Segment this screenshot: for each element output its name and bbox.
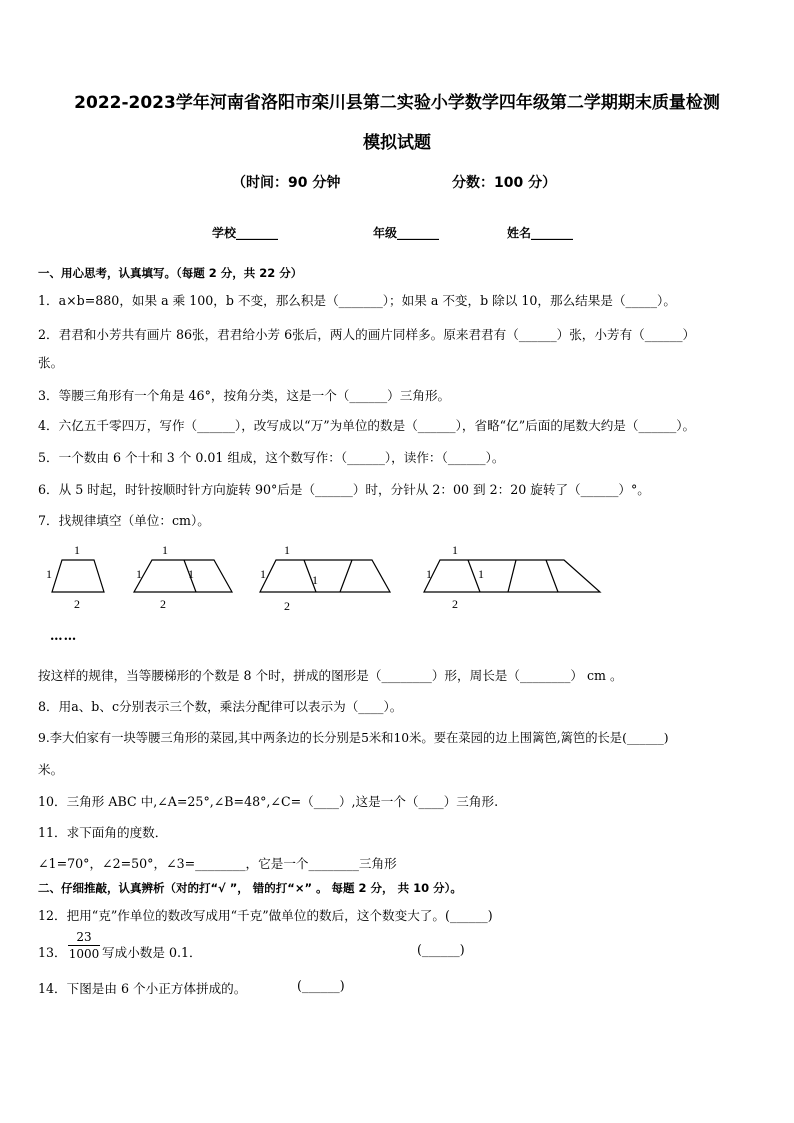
trapezoid-shape — [52, 560, 104, 592]
label-top: 1 — [452, 543, 458, 557]
label-bottom: 2 — [74, 597, 80, 611]
page-title-line2: 模拟试题 — [363, 133, 431, 153]
label-top: 1 — [74, 543, 80, 557]
question-6: 6．从 5 时起，时针按顺时针方向旋转 90°后是（______）时，分针从 2：00 到 2：20 旋转了（______）°。 — [38, 482, 650, 497]
question-13-number: 13． — [38, 945, 67, 960]
label-top: 1 — [162, 543, 168, 557]
question-7: 7．找规律填空（单位：cm）。 — [38, 513, 210, 528]
question-8: 8．用a、b、c分别表示三个数，乘法分配律可以表示为（____）。 — [38, 699, 403, 714]
question-5: 5．一个数由 6 个十和 3 个 0.01 组成，这个数写作：（______），读作：（______）。 — [38, 450, 505, 465]
label-side: 1 — [426, 567, 432, 581]
parallelogram-shape — [134, 560, 232, 592]
question-11: 11．求下面角的度数． — [38, 825, 168, 840]
school-field[interactable]: 学校_______ — [212, 226, 279, 240]
question-14: 14．下图是由 6 个小正方体拼成的。 — [38, 981, 247, 996]
label-side: 1 — [136, 567, 142, 581]
label-side: 1 — [46, 567, 52, 581]
question-14-answer-blank[interactable]: (______) — [297, 978, 345, 993]
question-2-cont: 张。 — [38, 355, 64, 370]
question-4: 4．六亿五千零四万，写作（______），改写成以“万”为单位的数是（______），省略“亿”后面的尾数大约是（______）。 — [38, 418, 696, 433]
trapezoid-pattern-figure — [40, 540, 620, 615]
fraction-numerator: 23 — [76, 930, 92, 944]
label-side: 1 — [260, 567, 266, 581]
fraction-denominator: 1000 — [68, 947, 100, 961]
label-bottom: 2 — [284, 599, 290, 613]
page-title-line1: 2022-2023学年河南省洛阳市栾川县第二实验小学数学四年级第二学期期末质量检测 — [74, 93, 720, 113]
exam-time: （时间：90 分钟 — [232, 175, 341, 191]
question-9-cont: 米。 — [38, 762, 64, 777]
label-bottom: 2 — [452, 597, 458, 611]
label-bottom: 2 — [160, 597, 166, 611]
question-12: 12．把用“克”作单位的数改写成用“千克”做单位的数后，这个数变大了。(______) — [38, 908, 493, 923]
label-side: 1 — [312, 573, 318, 587]
question-13-answer-blank[interactable]: (______) — [417, 942, 465, 957]
label-side: 1 — [478, 567, 484, 581]
ellipsis: …… — [50, 628, 78, 643]
section2-heading: 二、仔细推敲，认真辨析（对的打“√ ”， 错的打“×” 。 每题 2 分， 共 10 分）。 — [38, 881, 462, 895]
fraction — [68, 930, 100, 961]
question-11-angles: ∠1=70°，∠2=50°，∠3=________，它是一个________三角形 — [38, 856, 397, 871]
question-10: 10．三角形 ABC 中,∠A=25°,∠B=48°,∠C=（____）,这是一个（____）三角形. — [38, 794, 499, 809]
label-top: 1 — [284, 543, 290, 557]
question-1: 1．a×b=880，如果 a 乘 100，b 不变，那么积是（_______）；如果 a 不变，b 除以 10，那么结果是（_____）。 — [38, 293, 676, 308]
question-3: 3．等腰三角形有一个角是 46°，按角分类，这是一个（______）三角形。 — [38, 388, 451, 403]
trapezoid-chain-3 — [260, 560, 390, 592]
fraction-bar — [68, 945, 100, 946]
question-7-fill: 按这样的规律，当等腰梯形的个数是 8 个时，拼成的图形是（________）形，周长是（________） cm 。 — [38, 668, 623, 683]
question-13-text: 写成小数是 0.1． — [102, 945, 202, 960]
label-side: 1 — [188, 567, 194, 581]
exam-score: 分数：100 分） — [452, 175, 557, 191]
question-9: 9.李大伯家有一块等腰三角形的菜园,其中两条边的长分别是5米和10米。要在菜园的边上围篱笆,篱笆的长是(______) — [38, 731, 669, 745]
section1-heading: 一、用心思考，认真填写。（每题 2 分，共 22 分） — [38, 266, 303, 280]
question-2: 2．君君和小芳共有画片 86张，君君给小芳 6张后，两人的画片同样多。原来君君有（______）张，小芳有（______） — [38, 327, 696, 342]
name-field[interactable]: 姓名_______ — [507, 226, 574, 240]
grade-field[interactable]: 年级_______ — [373, 226, 440, 240]
